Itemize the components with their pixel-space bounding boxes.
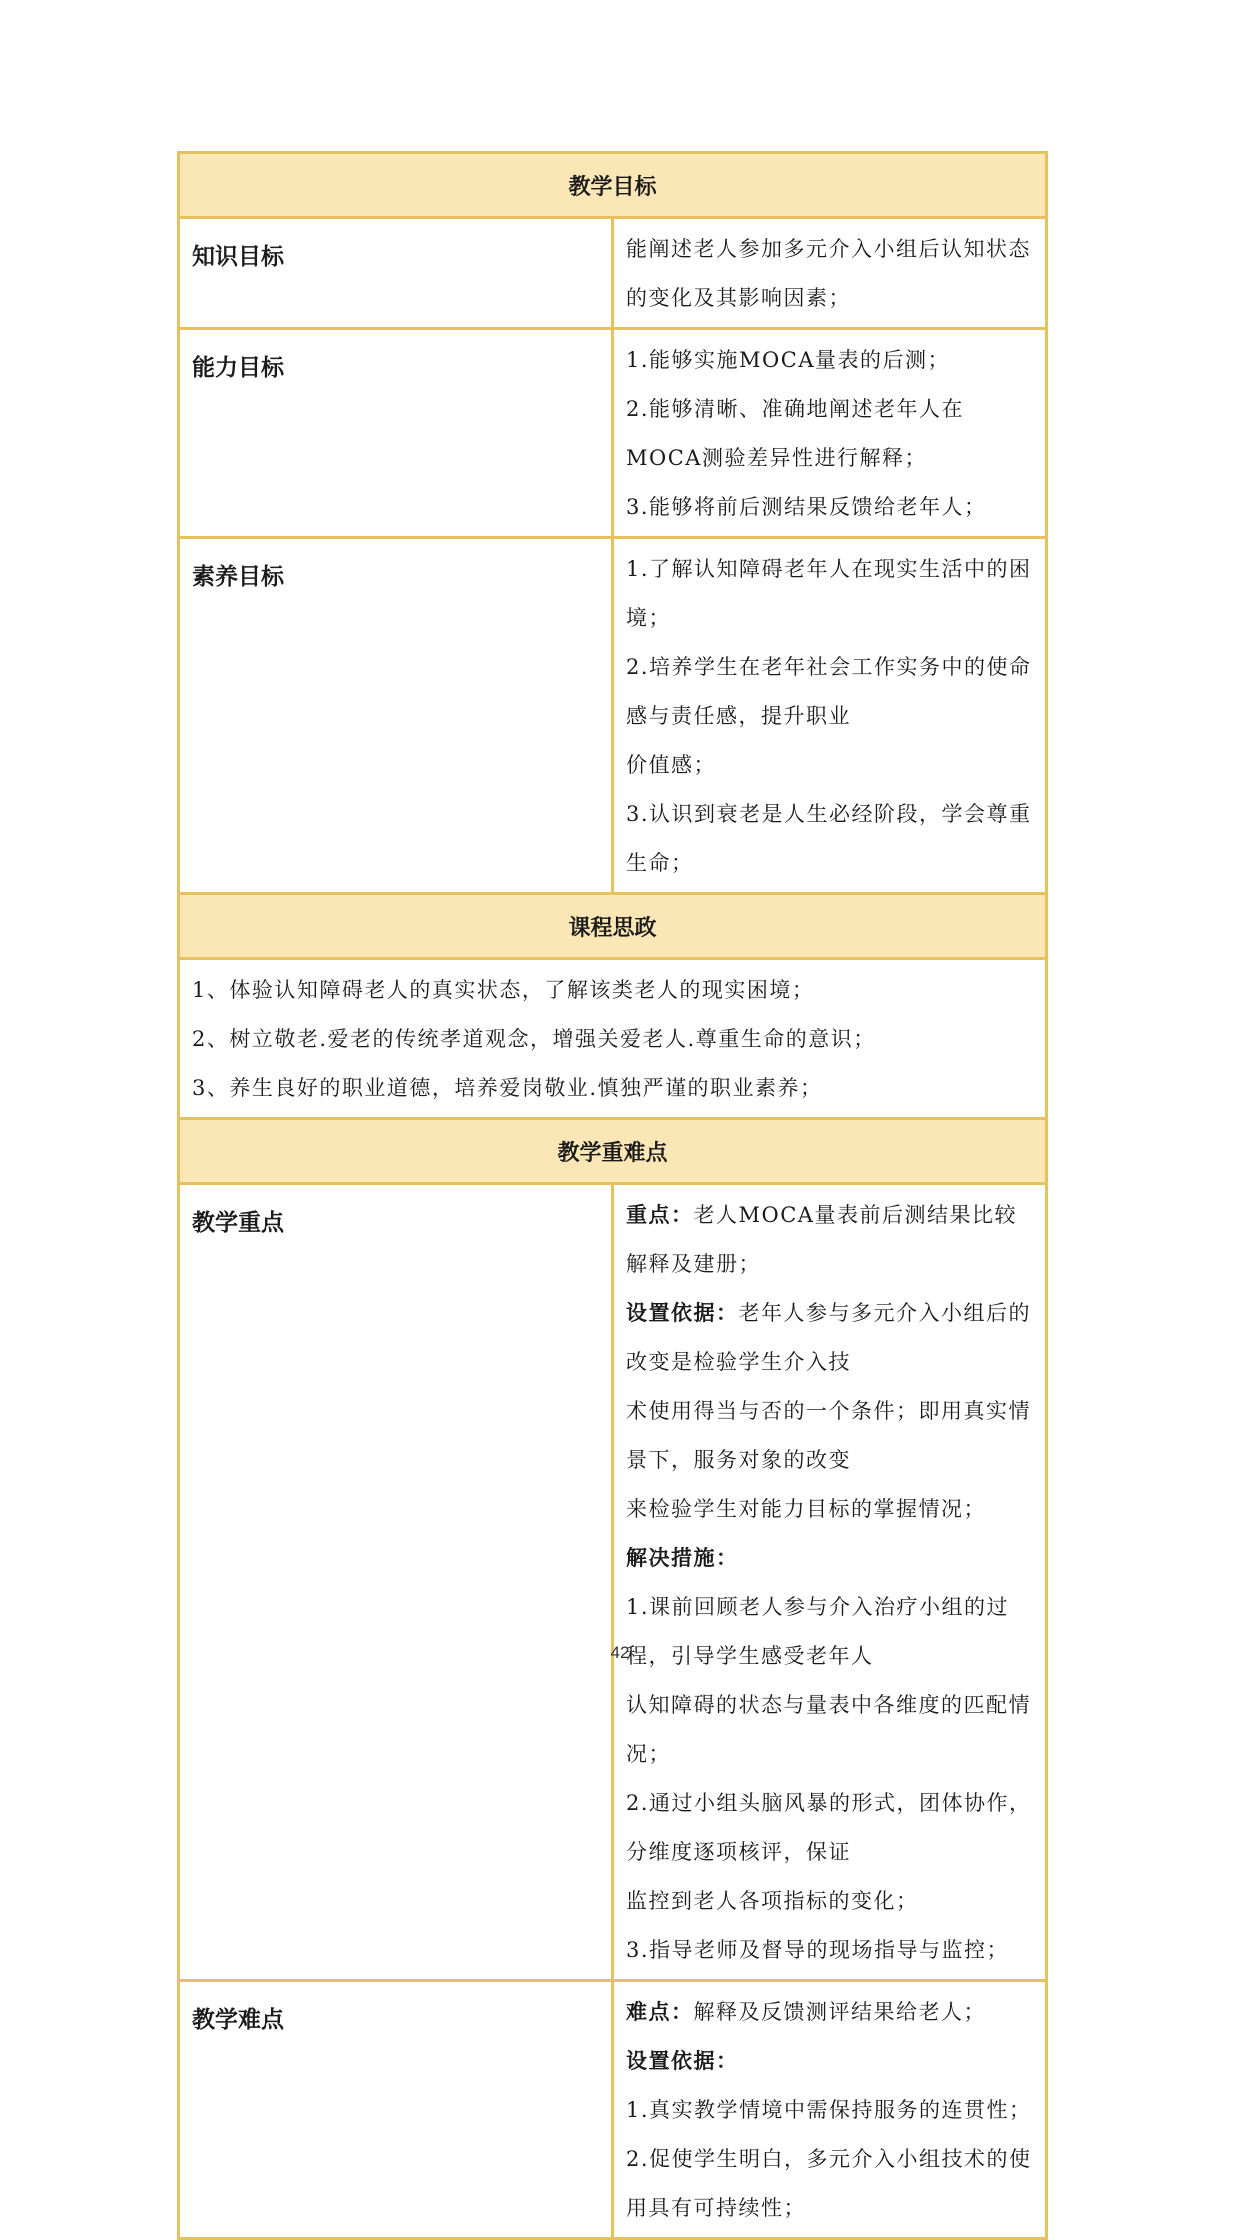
key-measures-line: 监控到老人各项指标的变化； [626, 1889, 919, 1913]
keypoints-section-title: 教学重难点 [179, 1119, 1047, 1184]
literacy-line: 1.了解认知障碍老年人在现实生活中的困境； [626, 557, 1032, 630]
keypoints-header-row [179, 1119, 1047, 1184]
difficult-point-text: 解释及反馈测评结果给老人； [693, 2000, 986, 2024]
knowledge-objective-content [613, 218, 1047, 329]
literacy-line: 价值感； [626, 753, 716, 777]
knowledge-line: 能阐述老人参加多元介入小组后认知状态的变化及其影响因素； [626, 237, 1031, 310]
key-basis-line: 来检验学生对能力目标的掌握情况； [626, 1497, 986, 1521]
key-point-keyword: 重点： [626, 1203, 694, 1227]
ideology-header-row [179, 894, 1047, 959]
ability-objective-label: 能力目标 [179, 329, 613, 538]
difficult-point-row [179, 1981, 1047, 2239]
page-number: 42 [610, 1643, 630, 1662]
objectives-header-row [179, 153, 1047, 218]
teaching-plan-table [177, 151, 1048, 2240]
key-measures-line: 2.通过小组头脑风暴的形式，团体协作，分维度逐项核评，保证 [626, 1791, 1032, 1864]
difficult-point-label: 教学难点 [179, 1981, 613, 2239]
difficult-point-line [626, 1988, 1035, 2037]
key-point-text: 老人MOCA量表前后测结果比较解释及建册； [626, 1203, 1017, 1276]
key-basis-text: 老年人参与多元介入小组后的改变是检验学生介入技 [626, 1301, 1031, 1374]
key-basis-line: 术使用得当与否的一个条件；即用真实情景下，服务对象的改变 [626, 1399, 1031, 1472]
difficult-basis-line: 2.促使学生明白，多元介入小组技术的使用具有可持续性； [626, 2147, 1032, 2220]
knowledge-objective-label: 知识目标 [179, 218, 613, 329]
ideology-section-title: 课程思政 [179, 894, 1047, 959]
ability-line: 1.能够实施MOCA量表的后测； [626, 348, 950, 372]
literacy-objective-content [613, 538, 1047, 894]
key-basis-keyword: 设置依据： [626, 1301, 739, 1325]
difficult-point-content [613, 1981, 1047, 2239]
literacy-objective-label: 素养目标 [179, 538, 613, 894]
key-measures-line: 认知障碍的状态与量表中各维度的匹配情况； [626, 1693, 1031, 1766]
ideology-line: 1、体验认知障碍老人的真实状态，了解该类老人的现实困境； [192, 978, 815, 1002]
ability-objective-content [613, 329, 1047, 538]
difficult-point-keyword: 难点： [626, 2000, 694, 2024]
knowledge-objective-row [179, 218, 1047, 329]
ideology-content-row [179, 959, 1047, 1119]
key-point-row [179, 1184, 1047, 1981]
objectives-section-title: 教学目标 [179, 153, 1047, 218]
difficult-basis-line: 1.真实教学情境中需保持服务的连贯性； [626, 2098, 1032, 2122]
key-measures-line: 1.课前回顾老人参与介入治疗小组的过程，引导学生感受老年人 [626, 1595, 1010, 1668]
key-measures-keyword: 解决措施： [626, 1546, 739, 1570]
key-point-line [626, 1191, 1035, 1289]
ideology-content [179, 959, 1047, 1119]
ability-objective-row [179, 329, 1047, 538]
literacy-line: 3.认识到衰老是人生必经阶段，学会尊重生命； [626, 802, 1032, 875]
key-basis-line [626, 1289, 1035, 1387]
difficult-basis-keyword: 设置依据： [626, 2049, 739, 2073]
key-point-label: 教学重点 [179, 1184, 613, 1981]
ability-line: 2.能够清晰、准确地阐述老年人在MOCA测验差异性进行解释； [626, 397, 965, 470]
ideology-line: 2、树立敬老.爱老的传统孝道观念，增强关爱老人.尊重生命的意识； [192, 1027, 876, 1051]
ability-line: 3.能够将前后测结果反馈给老年人； [626, 495, 987, 519]
ideology-line: 3、养生良好的职业道德，培养爱岗敬业.慎独严谨的职业素养； [192, 1076, 823, 1100]
literacy-objective-row [179, 538, 1047, 894]
key-measures-line: 3.指导老师及督导的现场指导与监控； [626, 1938, 1010, 1962]
literacy-line: 2.培养学生在老年社会工作实务中的使命感与责任感，提升职业 [626, 655, 1032, 728]
key-point-content [613, 1184, 1047, 1981]
